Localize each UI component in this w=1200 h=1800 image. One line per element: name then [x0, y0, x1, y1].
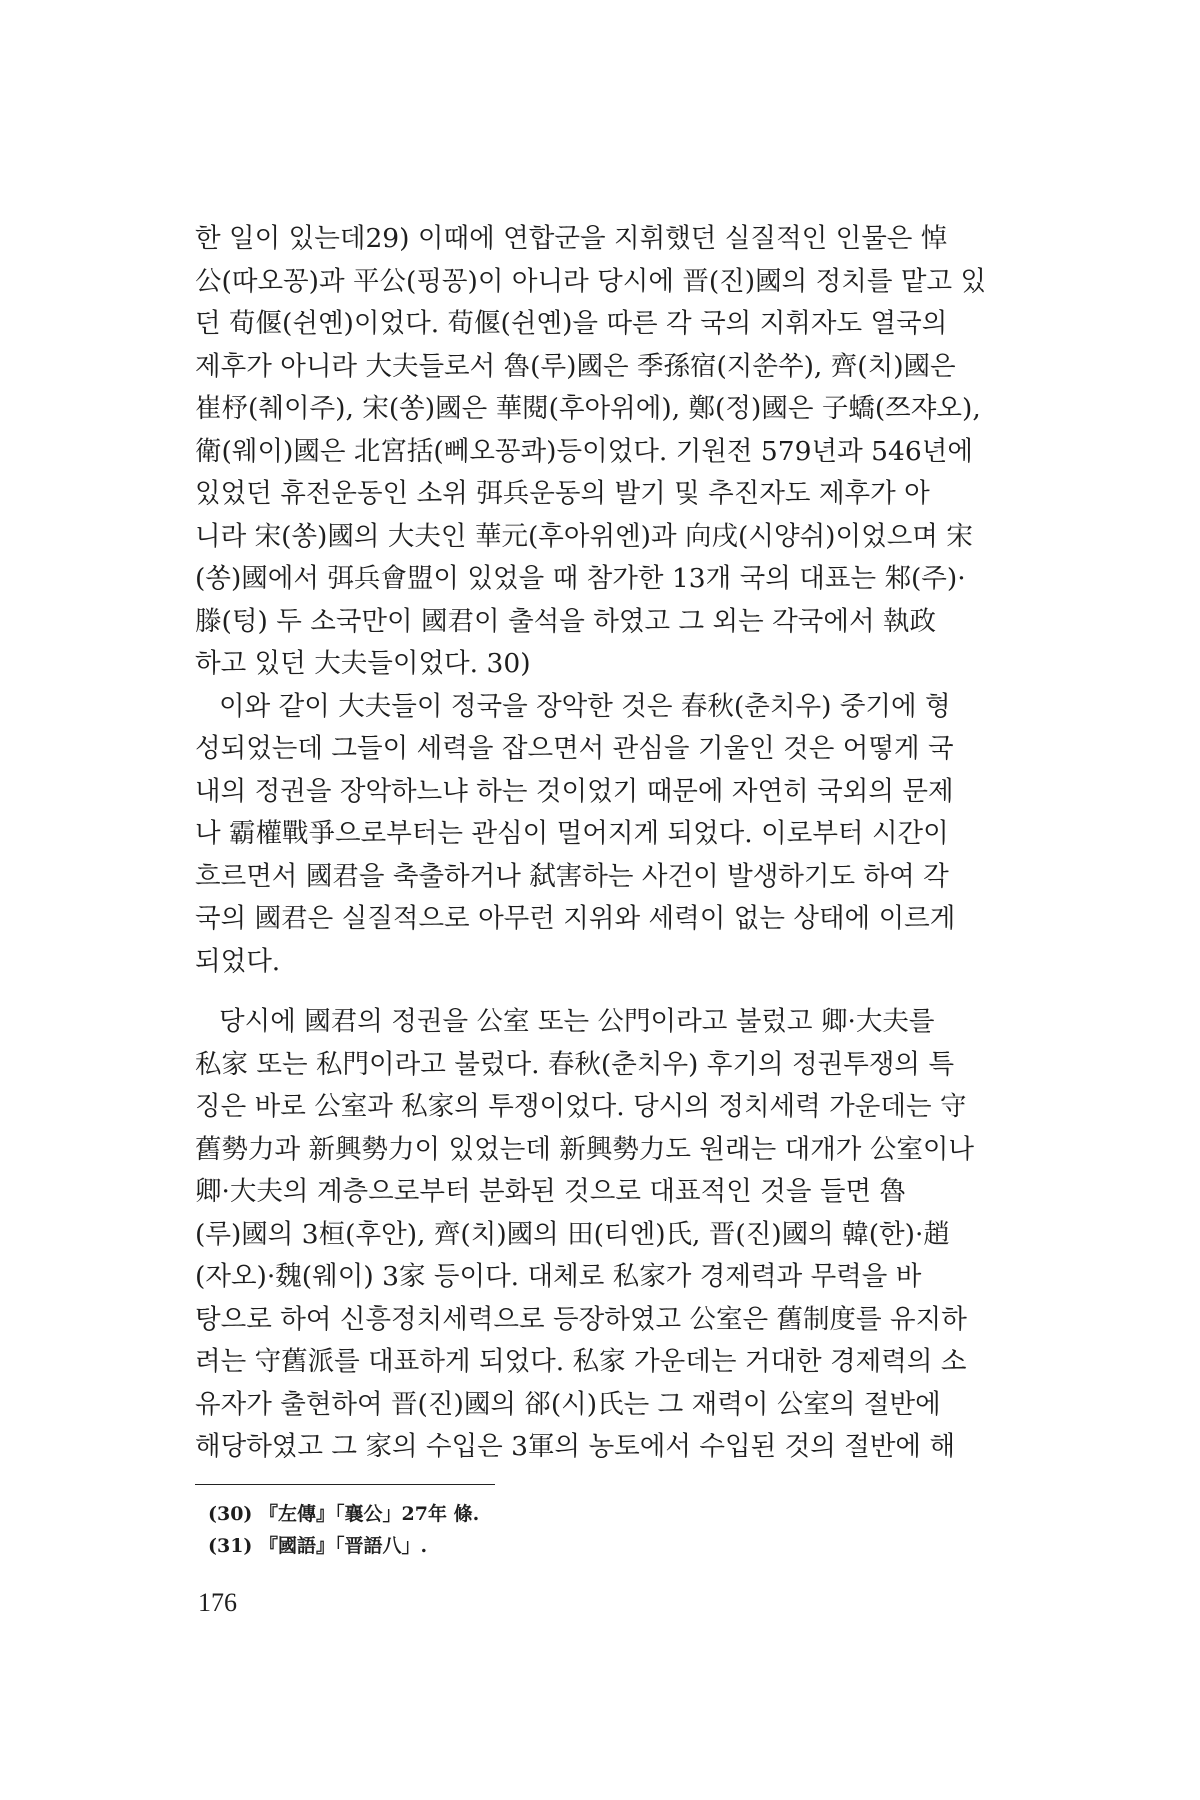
- text-line: 당시에 國君의 정권을 公室 또는 公門이라고 불렀고 卿·大夫를: [219, 1006, 935, 1037]
- text-line: 제후가 아니라 大夫들로서 魯(루)國은 季孫宿(지쑨쑤), 齊(치)國은: [195, 350, 956, 382]
- text-line: 公(따오꽁)과 平公(핑꽁)이 아니라 당시에 晋(진)國의 정치를 맡고 있: [195, 265, 987, 297]
- text-line: 滕(텅) 두 소국만이 國君이 출석을 하였고 그 외는 각국에서 執政: [195, 605, 936, 637]
- text-line: 한 일이 있는데29) 이때에 연합군을 지휘했던 실질적인 인물은 悼: [195, 223, 948, 254]
- text-line: 탕으로 하여 신흥정치세력으로 등장하였고 公室은 舊制度를 유지하: [195, 1303, 967, 1335]
- text-line: 던 荀偃(쉰옌)이었다. 荀偃(쉰옌)을 따른 각 국의 지휘자도 열국의: [195, 308, 948, 339]
- text-line: (루)國의 3桓(후안), 齊(치)國의 田(티엔)氏, 晋(진)國의 韓(한)·趙: [195, 1218, 950, 1250]
- footnote-divider: [195, 1484, 495, 1485]
- text-line: 하고 있던 大夫들이었다. 30): [195, 648, 531, 679]
- text-line: 舊勢力과 新興勢力이 있었는데 新興勢力도 원래는 대개가 公室이나: [195, 1133, 975, 1165]
- footnote-30: (30) 『左傳』「襄公」27年 條.: [208, 1503, 480, 1525]
- text-line: 私家 또는 私門이라고 불렀다. 春秋(춘치우) 후기의 정권투쟁의 특: [195, 1048, 955, 1080]
- paragraph-2: [195, 686, 1025, 984]
- text-line: 흐르면서 國君을 축출하거나 弑害하는 사건이 발생하기도 하여 각: [195, 860, 949, 892]
- page-number: 176: [198, 1588, 237, 1617]
- text-line: (쏭)國에서 弭兵會盟이 있었을 때 참가한 13개 국의 대표는 邾(주)·: [195, 563, 966, 594]
- text-line: 유자가 출현하여 晋(진)國의 郤(시)氏는 그 재력이 公室의 절반에: [195, 1388, 941, 1420]
- text-line: 해당하였고 그 家의 수입은 3軍의 농토에서 수입된 것의 절반에 해: [195, 1431, 956, 1462]
- text-line: 나 霸權戰爭으로부터는 관심이 멀어지게 되었다. 이로부터 시간이: [195, 818, 949, 849]
- text-line: 국의 國君은 실질적으로 아무런 지위와 세력이 없는 상태에 이르게: [195, 903, 956, 934]
- paragraph-3: [195, 1001, 1025, 1469]
- body-text: [195, 218, 1025, 1469]
- text-line: 징은 바로 公室과 私家의 투쟁이었다. 당시의 정치세력 가운데는 守: [195, 1091, 967, 1122]
- text-line: 卿·大夫의 계층으로부터 분화된 것으로 대표적인 것을 들면 魯: [195, 1176, 906, 1207]
- text-line: 되었다.: [195, 945, 281, 977]
- footnotes: [208, 1498, 479, 1562]
- text-line: 니라 宋(쏭)國의 大夫인 華元(후아위엔)과 向戌(시양쉬)이었으며 宋: [195, 520, 973, 552]
- text-line: 崔杼(췌이주), 宋(쏭)國은 華閱(후아위에), 鄭(정)國은 子蟜(쯔쟈오),: [195, 393, 981, 424]
- paragraph-1: [195, 218, 1025, 686]
- text-line: (자오)·魏(웨이) 3家 등이다. 대체로 私家가 경제력과 무력을 바: [195, 1261, 922, 1292]
- text-line: 이와 같이 大夫들이 정국을 장악한 것은 春秋(춘치우) 중기에 형: [219, 690, 951, 722]
- text-line: 내의 정권을 장악하느냐 하는 것이었기 때문에 자연히 국외의 문제: [195, 775, 954, 807]
- text-line: 衛(웨이)國은 北宮括(뻬오꽁콰)등이었다. 기원전 579년과 546년에: [195, 435, 973, 467]
- text-line: 성되었는데 그들이 세력을 잡으면서 관심을 기울인 것은 어떻게 국: [195, 733, 954, 764]
- text-line: 있었던 휴전운동인 소위 弭兵운동의 발기 및 추진자도 제후가 아: [195, 478, 930, 509]
- footnote-31: (31) 『國語』「晋語八」.: [208, 1535, 428, 1557]
- text-line: 려는 守舊派를 대표하게 되었다. 私家 가운데는 거대한 경제력의 소: [195, 1346, 967, 1377]
